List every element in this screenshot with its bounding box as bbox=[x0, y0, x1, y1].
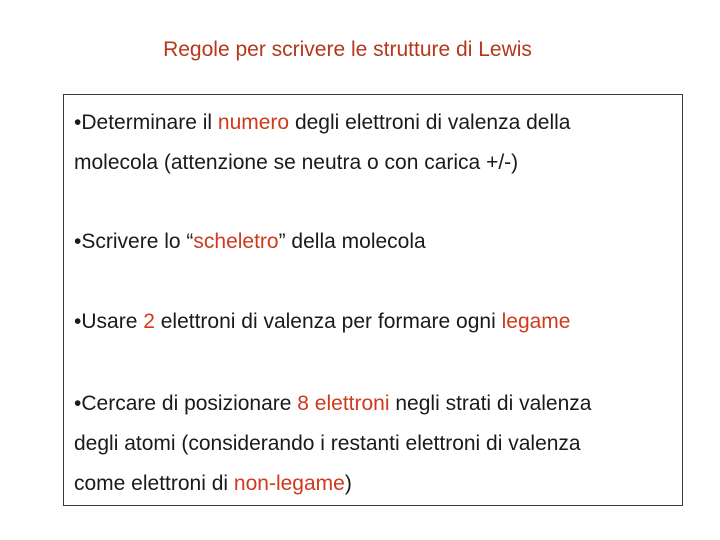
bullet-line bbox=[74, 143, 570, 183]
bullet-line bbox=[74, 103, 570, 143]
bullet-marker: • bbox=[74, 392, 82, 415]
text-run: come elettroni di bbox=[74, 472, 234, 495]
bullet-line bbox=[74, 424, 591, 464]
text-run: degli elettroni di valenza della bbox=[289, 111, 571, 134]
text-run: elettroni di valenza per formare ogni bbox=[154, 310, 502, 333]
bullet-marker: • bbox=[74, 230, 82, 253]
text-run: Cercare di posizionare bbox=[81, 392, 298, 415]
bullet-line bbox=[74, 222, 426, 262]
text-run: molecola (attenzione se neutra o con carica +/-) bbox=[74, 151, 519, 174]
slide-title: Regole per scrivere le strutture di Lewis bbox=[163, 38, 532, 61]
bullet-item-valence-electrons bbox=[74, 103, 570, 183]
text-run: Usare bbox=[81, 310, 144, 333]
bullet-item-octet bbox=[74, 384, 591, 504]
bullet-line bbox=[74, 302, 570, 342]
highlight-two: 2 bbox=[143, 310, 155, 333]
highlight-legame: legame bbox=[501, 310, 571, 333]
highlight-eight-electrons: 8 elettroni bbox=[297, 392, 390, 415]
text-run: Scrivere lo “ bbox=[81, 230, 194, 253]
highlight-scheletro: scheletro bbox=[193, 230, 279, 253]
bullet-item-skeleton bbox=[74, 222, 426, 262]
text-run: Determinare il bbox=[81, 111, 218, 134]
text-run: ) bbox=[344, 472, 352, 495]
text-run: degli atomi (considerando i restanti elettroni di valenza bbox=[74, 432, 581, 455]
bullet-line bbox=[74, 384, 591, 424]
bullet-line bbox=[74, 464, 591, 504]
text-run: negli strati di valenza bbox=[389, 392, 592, 415]
bullet-item-bond-electrons bbox=[74, 302, 570, 342]
highlight-non-legame: non-legame bbox=[233, 472, 345, 495]
bullet-marker: • bbox=[74, 111, 82, 134]
bullet-marker: • bbox=[74, 310, 82, 333]
text-run: ” della molecola bbox=[278, 230, 426, 253]
highlight-numero: numero bbox=[217, 111, 290, 134]
